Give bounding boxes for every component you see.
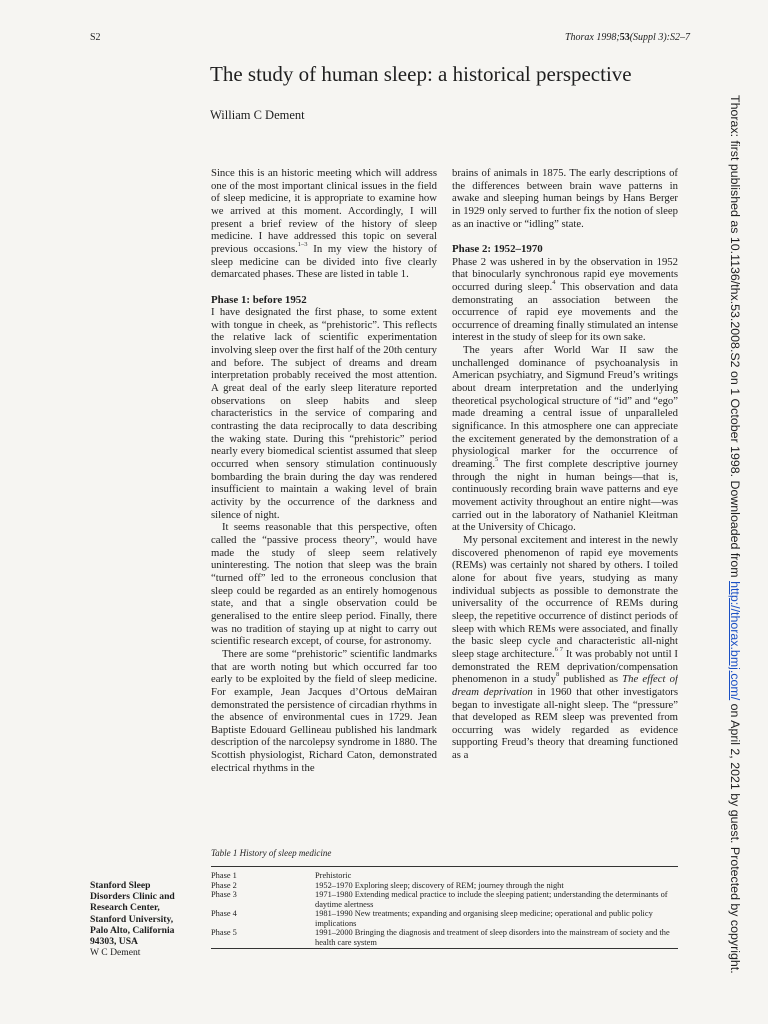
phase2-text-a: Phase 2 was ushered in by the observation in 1952 that binocularly synchronous rapid eye movements occurred during sleep. xyxy=(452,255,678,293)
journal-issue: (Suppl 3):S2–7 xyxy=(629,32,690,43)
table-bottom-rule xyxy=(211,948,678,949)
body-column-left xyxy=(211,167,437,839)
continuation-paragraph: brains of animals in 1875. The early descriptions of the differences between brain wave patterns in awake and sleeping human beings by Hans Berger in 1929 only served to further fix the notion of sleep as an inactive or “idling” state. xyxy=(452,167,678,230)
journal-name: Thorax xyxy=(564,32,594,43)
table-description-cell: 1971–1980 Extending medical practice to include the sleeping patient; understanding the determinants of daytime alertness xyxy=(315,890,668,909)
table-description-cell: 1991–2000 Bringing the diagnosis and treatment of sleep disorders into the mainstream of society and the health care system xyxy=(315,928,670,947)
intro-paragraph xyxy=(211,167,437,281)
table-description-cell: Prehistoric xyxy=(315,871,352,880)
table-top-rule xyxy=(211,866,678,867)
table-phase-cell: Phase 2 xyxy=(211,881,237,890)
phase1-paragraph-3: There are some “prehistoric” scientific landmarks that are worth noting but which occurred far too early to be exploited by the field of sleep medicine. For example, Jean Jacques d’Ortous deMairan demonstrated the persistence of circadian rhythms in the absence of environmental cues in 1729. Jean Baptiste Edouard Gellineau published his landmark description of the narcolepsy syndrome in 1880. The Scottish physiologist, Richard Caton, demonstrated electrical rhythms in the xyxy=(211,647,437,774)
table-description-cell: 1981–1990 New treatments; expanding and organising sleep medicine; operational and public policy implications xyxy=(315,909,653,928)
table-description-cell: 1952–1970 Exploring sleep; discovery of REM; journey through the night xyxy=(315,881,564,890)
phase2-paragraph-2 xyxy=(452,344,678,534)
journal-link[interactable]: http://thorax.bmj.com/ xyxy=(728,581,742,701)
article-title: The study of human sleep: a historical perspective xyxy=(210,62,632,86)
table-phase-cell: Phase 3 xyxy=(211,890,237,899)
reference-marker: 6 7 xyxy=(554,645,563,653)
phase1-paragraph-1: I have designated the first phase, to some extent with tongue in cheek, as “prehistoric”. This reflects the relative lack of scientific experimentation involving sleep over the first half of the 20th century and before. The subject of dreams and dream interpretation probably received the most attention. A great deal of the early sleep literature reported observations on sleep habits and sleep characteristics in the service of comparing and contrasting the data reciprocally to data describing the waking state. During this “prehistoric” period nearly every biomedical scientist assumed that sleep occurred when sensory stimulation continuously bombarding the brain during the day was rendered insufficient to maintain a waking level of brain activity by the occurrence of the darkness and silence of night. xyxy=(211,306,437,521)
page-number: S2 xyxy=(90,32,101,43)
reference-marker: 1–3 xyxy=(297,240,308,248)
table-phase-cell: Phase 1 xyxy=(211,871,237,880)
journal-year: 1998; xyxy=(596,32,620,43)
author-affiliation xyxy=(90,880,200,958)
phase2-p3-text-d: in 1960 that other investigators began to investigate all-night sleep. The “pressure” that developed as REM sleep was prevented from occurring was widely regarded as evidence supporting Freud’s theory that dreaming functioned as a xyxy=(452,685,678,762)
reference-marker: 4 xyxy=(552,278,556,286)
phase2-text-b: This observation and data demonstrating an association between the occurrence of rapid eye movements and the occurrence of dreaming finally stimulated an intense interest in the study of sleep for its own sake. xyxy=(452,280,678,344)
affiliation-line: Stanford Sleep xyxy=(90,880,151,891)
phase2-p2-text-b: The first complete descriptive journey through the night in human beings—that is, continuously recording brain wave patterns and eye movement activity throughout an entire night—was carried out in the laboratory of Nathaniel Kleitman at the University of Chicago. xyxy=(452,458,678,534)
affiliation-line: 94303, USA xyxy=(90,936,138,948)
phase2-paragraph-3 xyxy=(452,534,678,762)
intro-text: Since this is an historic meeting which will address one of the most important clinical issues in the field of sleep medicine, it is appropriate to examine how we arrived at this moment. Accordingly, I will present a brief review of the history of sleep medicine. I have addressed this topic on several previous occasions. xyxy=(211,167,437,255)
phase2-p3-text-a: My personal excitement and interest in the newly discovered phenomenon of rapid eye movements (REMs) was certainly not shared by others. I toiled alone for about five years, studying as many individual subjects as possible to demonstrate the universality of the occurrence of REMs during sleep, the repetitive occurrence of distinct periods of sleep with which REMs were associated, and finally the basic sleep cycle and characteristic all-night sleep stage architecture. xyxy=(452,533,678,660)
download-notice-text: Thorax: first published as 10.1136/thx.53.2008.S2 on 1 October 1998. Downloaded from xyxy=(728,95,742,582)
phase2-p2-text-a: The years after World War II saw the unchallenged dominance of psychoanalysis in American psychiatry, and Sigmund Freud’s writings about dream interpretation and the underlying theoretical psychological structure of “id” and “ego” made dreaming a central issue of unparalleled significance. In this atmosphere one can appreciate the excitement generated by the demonstration of a physiological marker for the occurrence of dreaming. xyxy=(452,344,678,471)
journal-citation xyxy=(565,32,690,43)
cited-title: The effect of dream deprivation xyxy=(452,673,678,698)
affiliation-line: Palo Alto, California xyxy=(90,924,175,936)
article-author: William C Dement xyxy=(210,108,305,122)
reference-marker: 8 xyxy=(555,671,560,679)
affiliation-author-name: W C Dement xyxy=(90,947,141,959)
affiliation-line: Disorders Clinic and xyxy=(90,891,175,903)
affiliation-line: Stanford University, xyxy=(90,913,174,925)
reference-marker: 5 xyxy=(495,456,499,464)
phase1-paragraph-2: It seems reasonable that this perspective, often called the “passive process theory”, would have made the study of sleep seem relatively uninteresting. The notion that sleep was the brain “turned off” led to the erroneous conclusion that sleep could be regarded as an entirely homogenous state, and that a single observation could be generalised to the entire sleep period. Finally, there was no tradition of staying up at night to carry out scientific research except, of course, for astronomy. xyxy=(211,521,437,648)
table-phase-cell: Phase 5 xyxy=(211,928,237,937)
phase2-paragraph-1 xyxy=(452,256,678,345)
table-caption: Table 1 History of sleep medicine xyxy=(211,848,332,858)
affiliation-line: Research Center, xyxy=(90,902,160,914)
download-notice-text-end: on April 2, 2021 by guest. Protected by copyright. xyxy=(728,700,742,974)
phase2-heading: Phase 2: 1952–1970 xyxy=(452,242,543,255)
phase2-p3-text-b: It was probably not until I demonstrated the REM deprivation/compensation phenomenon in a study xyxy=(452,647,678,686)
phase1-heading: Phase 1: before 1952 xyxy=(211,293,307,306)
intro-text-end: In my view the history of sleep medicine can be divided into five clearly demarcated phases. These are listed in table 1. xyxy=(211,242,437,281)
body-column-right xyxy=(452,167,678,839)
journal-volume: 53 xyxy=(619,32,630,43)
table-phase-cell: Phase 4 xyxy=(211,909,237,918)
phase2-p3-text-c: published as xyxy=(559,673,623,686)
download-notice xyxy=(720,95,742,974)
